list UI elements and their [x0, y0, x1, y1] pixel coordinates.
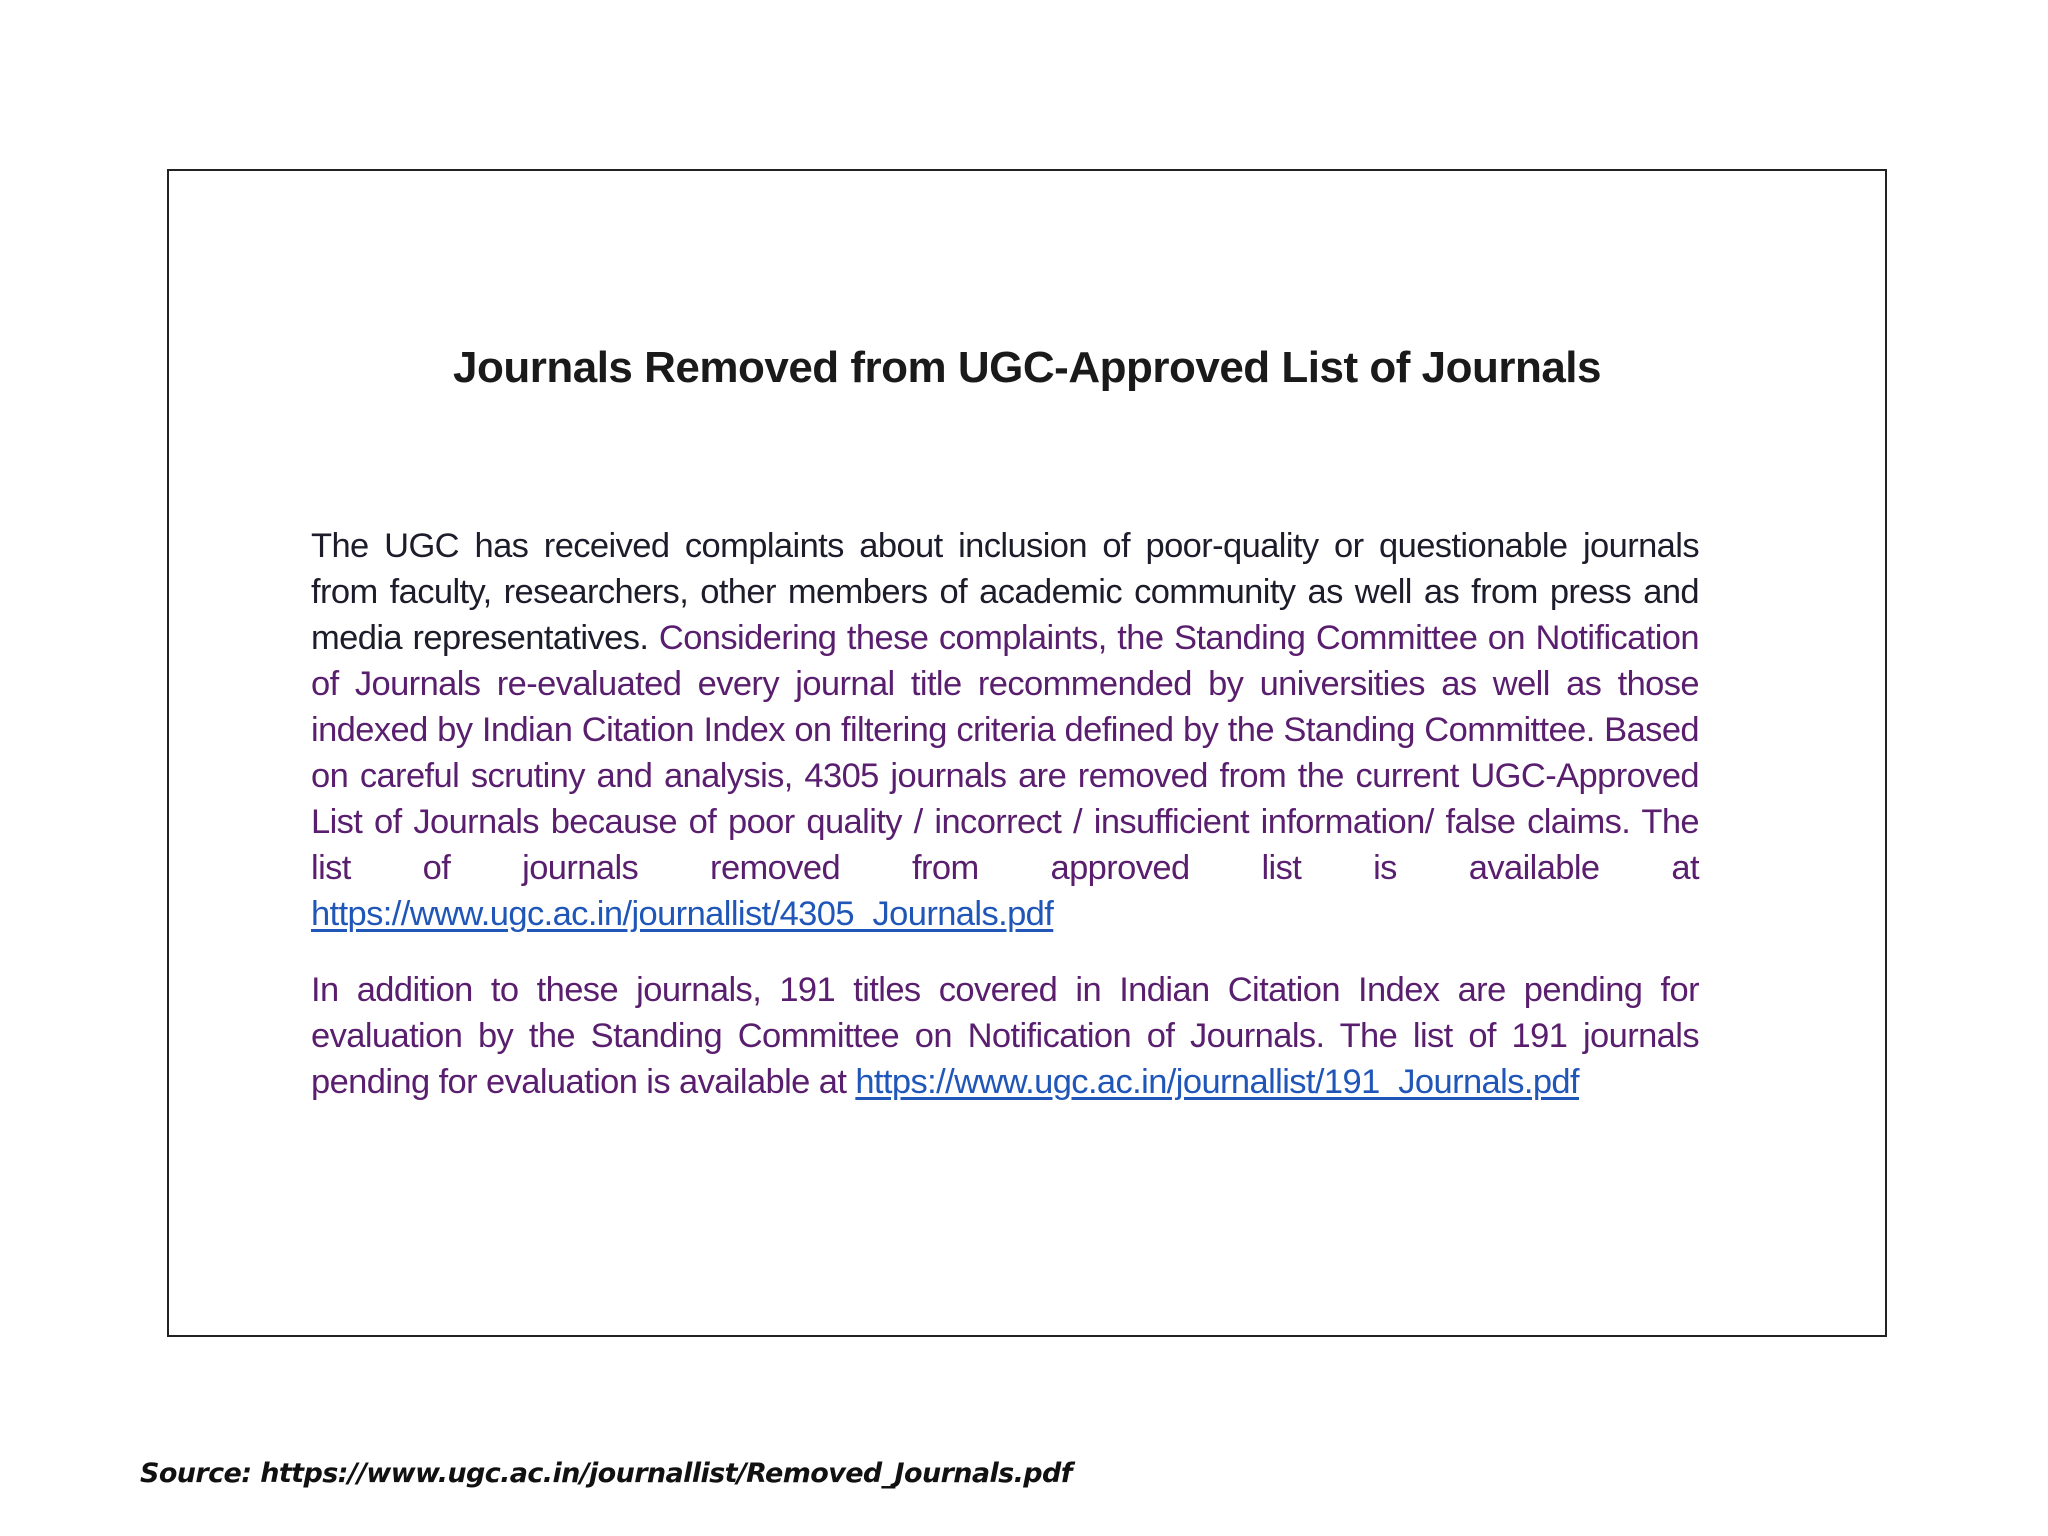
- paragraph-removed-journals: [311, 523, 1699, 937]
- paragraph-pending-journals: [311, 967, 1699, 1105]
- pending-journals-link[interactable]: https://www.ugc.ac.in/journallist/191_Journals.pdf: [855, 1063, 1580, 1101]
- document-excerpt-frame: [167, 169, 1887, 1337]
- paragraph-intro-text: The UGC has received complaints about inclusion of poor-quality or questionable journals from faculty, researchers, other members of academic community as well as from press and media representatives.: [311, 527, 1699, 657]
- source-citation: Source: https://www.ugc.ac.in/journallist/Removed_Journals.pdf: [140, 1458, 1072, 1489]
- removed-journals-link[interactable]: https://www.ugc.ac.in/journallist/4305_Journals.pdf: [311, 895, 1054, 933]
- paragraph-pending-text: In addition to these journals, 191 titles covered in Indian Citation Index are pending for evaluation by the Standing Committee on Notification of Journals. The list of 191 journals pending for evaluation is available at: [311, 971, 1699, 1101]
- document-title: Journals Removed from UGC-Approved List of Journals: [453, 343, 1601, 392]
- document-body: [311, 523, 1699, 1105]
- paragraph-main-text: Considering these complaints, the Standing Committee on Notification of Journals re-evaluated every journal title recommended by universities as well as those indexed by Indian Citation Index on filtering criteria defined by the Standing Committee. Based on careful scrutiny and analysis, 4305 journals are removed from the current UGC-Approved List of Journals because of poor quality / incorrect / insufficient information/ false claims. The list of journals removed from approved list is available at: [311, 619, 1699, 887]
